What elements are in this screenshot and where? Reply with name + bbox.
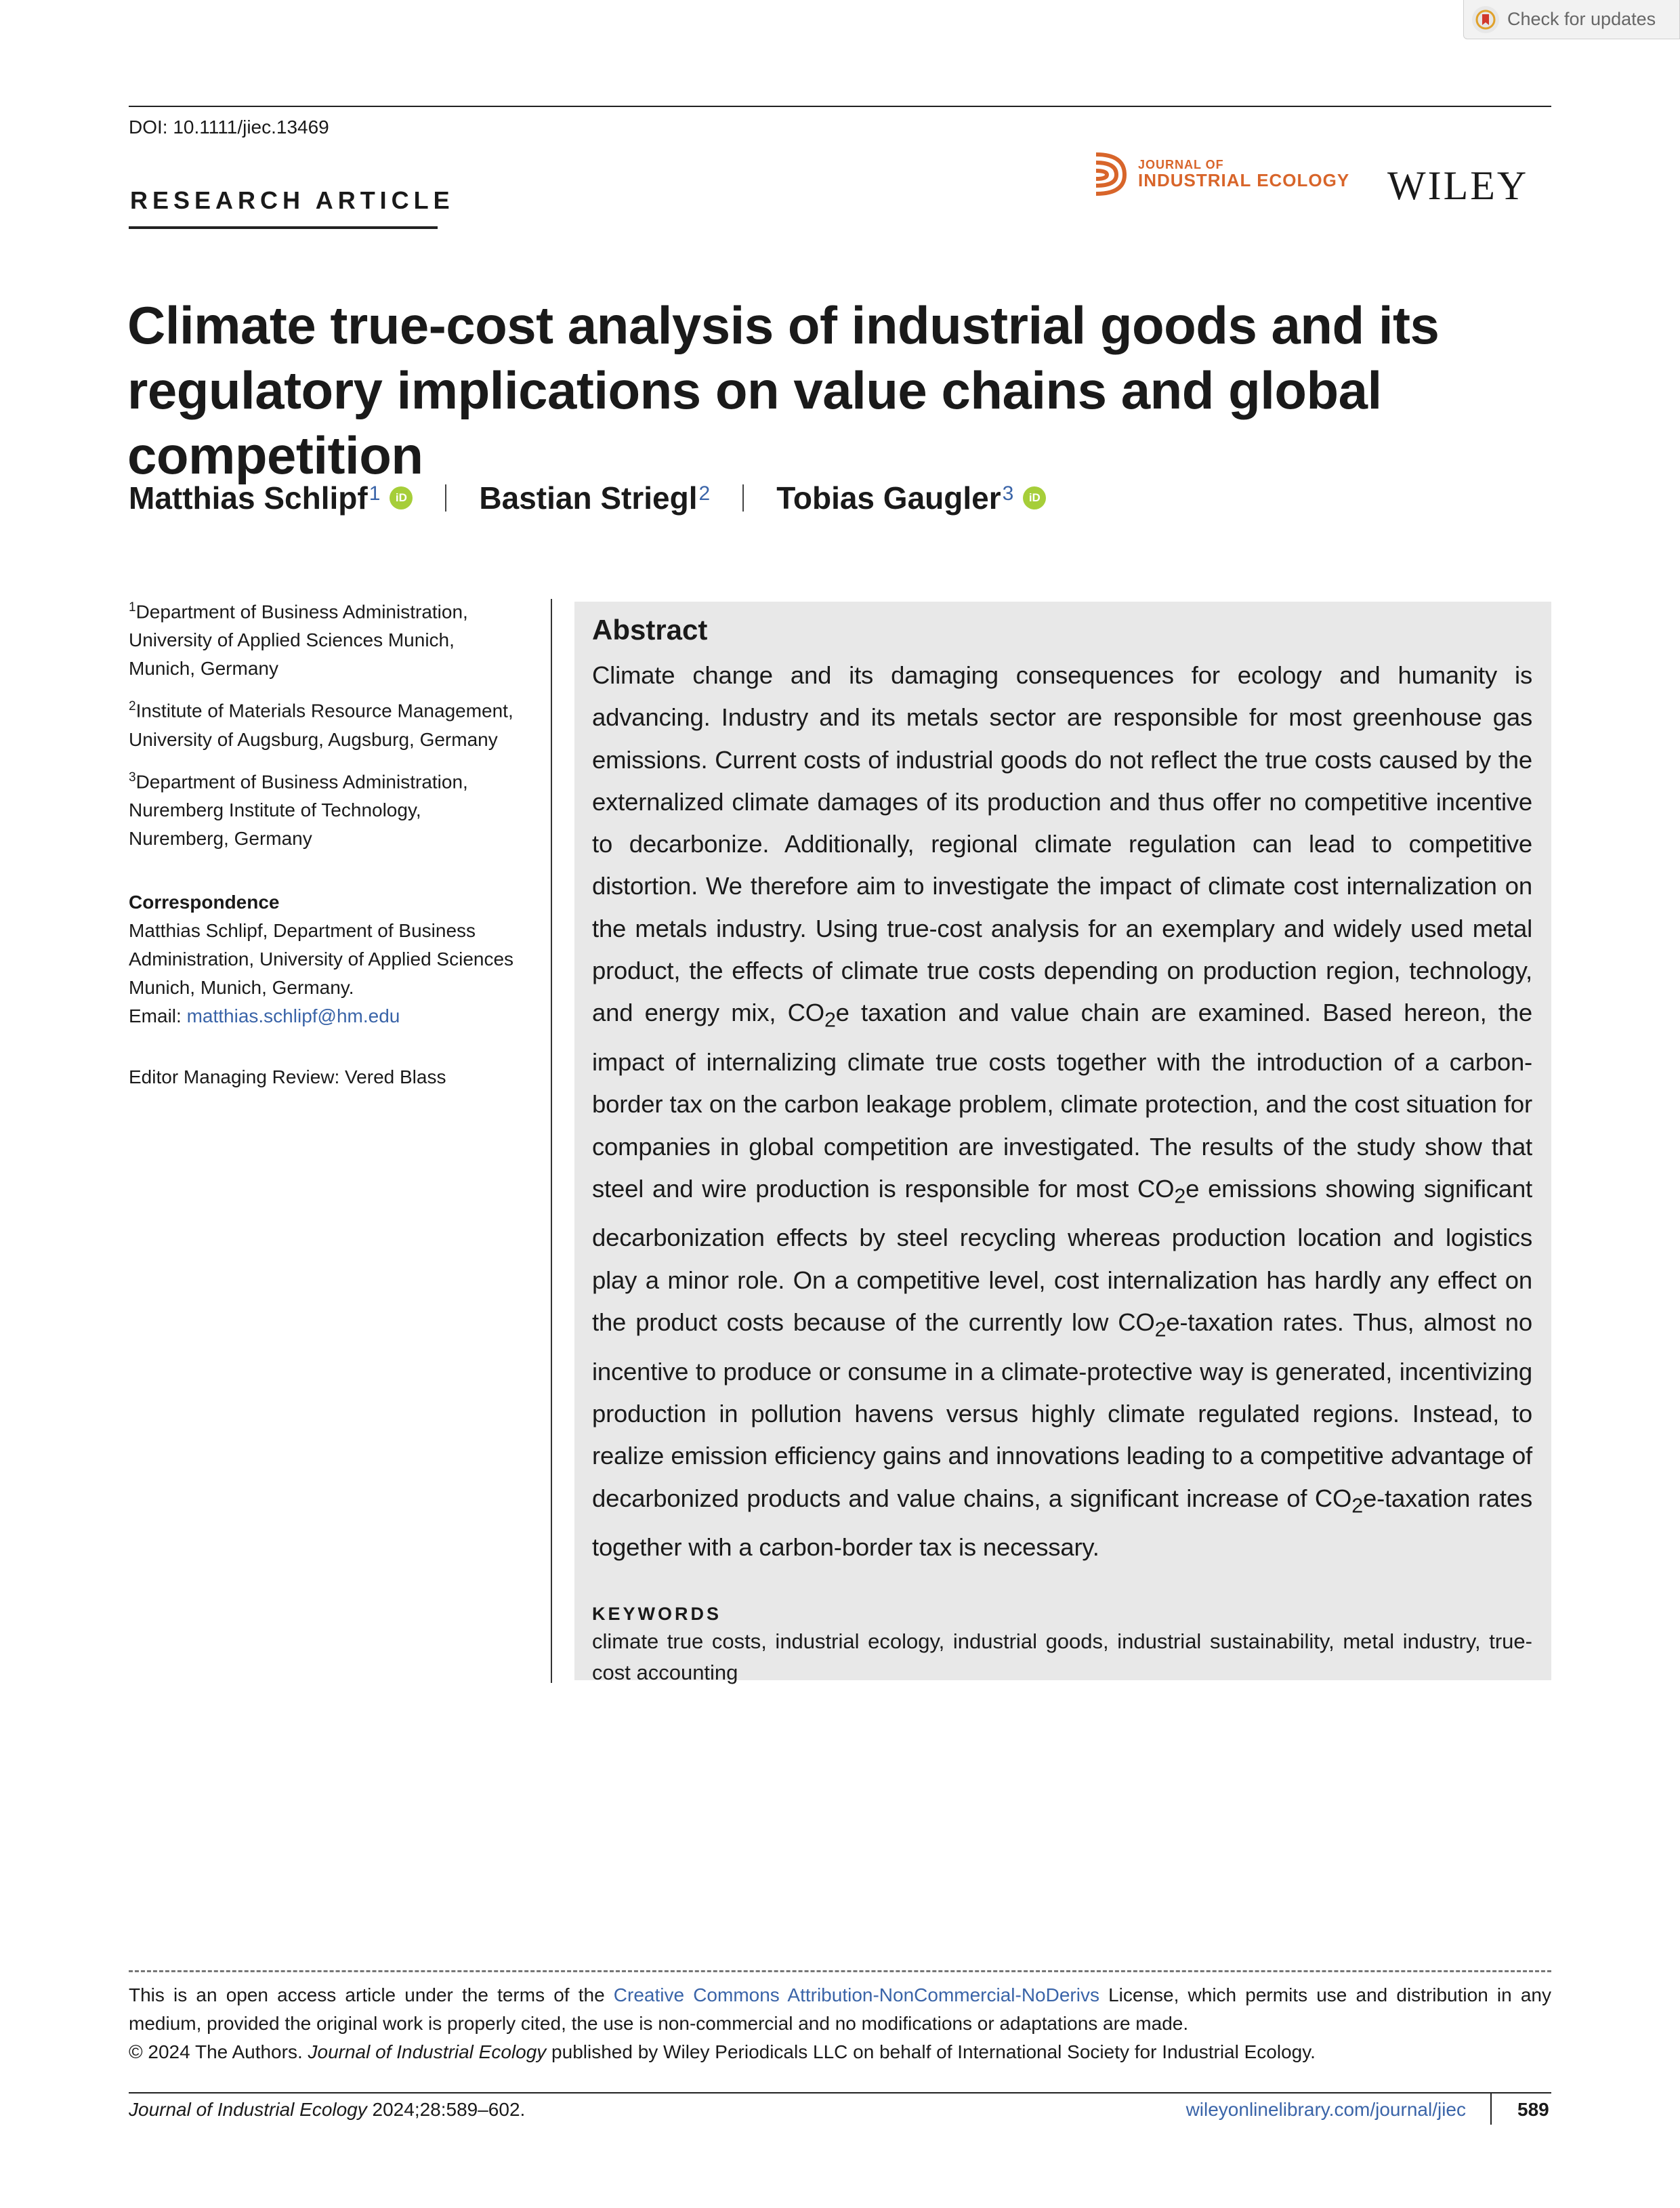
footer-rule — [129, 2092, 1551, 2094]
copyright-text — [129, 2038, 1551, 2066]
subscript: 2 — [1351, 1493, 1363, 1517]
license-text — [129, 1981, 1551, 2038]
wiley-logo: WILEY — [1387, 163, 1529, 208]
citation-volume: 2024;28:589–602. — [366, 2099, 526, 2120]
footnote-divider — [129, 1970, 1551, 1972]
author — [776, 480, 1046, 516]
bookmark-icon — [1472, 6, 1499, 33]
affiliation-line: Department of Business Administration, — [135, 770, 468, 792]
author-name[interactable]: Bastian Striegl — [479, 480, 698, 516]
abstract-segment: Climate change and its damaging consequences for ecology and humanity is advancing. Industry and its metals sector are responsible for most greenhouse gas emissions. Current costs of industrial goods do not reflect the true costs caused by the externalized climate damages of its production and thus offer no competitive incentive to decarbonize. Additionally, regional climate regulation can lead to competitive distortion. We therefore aim to investigate the impact of climate cost internalization on the metals industry. Using true-cost analysis for an exemplary and widely used metal product, the effects of climate true costs depending on production region, technology, and energy mix, CO — [592, 661, 1532, 1027]
keywords-heading: KEYWORDS — [592, 1604, 722, 1625]
affiliation — [129, 593, 542, 683]
journal-logo — [1092, 150, 1349, 198]
correspondence — [129, 888, 542, 1030]
check-for-updates-label: Check for updates — [1507, 9, 1656, 29]
affiliation — [129, 764, 542, 853]
header-rule — [129, 106, 1551, 107]
keywords-text: climate true costs, industrial ecology, industrial goods, industrial sustainability, metal industry, true-cost accounting — [592, 1629, 1532, 1685]
license-link[interactable]: Creative Commons Attribution-NonCommercial-NoDerivs — [613, 1984, 1099, 2005]
journal-logo-line2: INDUSTRIAL ECOLOGY — [1138, 169, 1350, 190]
affiliation-line: Institute of Materials Resource Management, — [135, 700, 513, 722]
author-separator — [445, 484, 446, 512]
license-note — [129, 1981, 1551, 2066]
author-affiliation-mark[interactable]: 2 — [698, 482, 711, 505]
author — [479, 480, 710, 516]
subscript: 2 — [1174, 1184, 1186, 1208]
author-name[interactable]: Tobias Gaugler — [776, 480, 1001, 516]
subscript: 2 — [824, 1008, 836, 1032]
affiliation-line: Department of Business Administration, — [135, 601, 468, 623]
journal-logo-line1: JOURNAL OF — [1138, 157, 1224, 171]
abstract-text — [592, 654, 1532, 1568]
page-number-separator — [1490, 2092, 1492, 2125]
orcid-icon[interactable]: iD — [390, 486, 413, 509]
affiliation-line: Nuremberg Institute of Technology, — [129, 799, 421, 820]
author — [129, 480, 413, 516]
correspondence-line: Administration, University of Applied Sciences — [129, 948, 514, 970]
doi[interactable]: DOI: 10.1111/jiec.13469 — [129, 117, 329, 138]
copyright-journal: Journal of Industrial Ecology — [308, 2041, 547, 2062]
editor-note: Editor Managing Review: Vered Blass — [129, 1066, 446, 1087]
license-suffix: License, which permits use and distribution in any medium, provided the original work is properly cited, the use is non-commercial and no modifications or adaptations are made. — [129, 1984, 1551, 2034]
column-divider — [551, 599, 552, 1683]
abstract-segment: e emissions showing significant decarbonization effects by steel recycling whereas production location and logistics play a minor role. On a competitive level, cost internalization has hardly any effect on the product costs because of the currently low CO — [592, 1174, 1532, 1337]
article-type: RESEARCH ARTICLE — [130, 186, 455, 214]
correspondence-line: Munich, Munich, Germany. — [129, 976, 354, 998]
email-label: Email: — [129, 1005, 182, 1026]
abstract-segment: e taxation and value chain are examined. Based hereon, the impact of internalizing climate true costs together with the introduction of a carbon-border tax on the carbon leakage problem, climate protection, and the cost situation for companies in global competition are investigated. The results of the study show that steel and wire production is responsible for most CO — [592, 999, 1532, 1203]
abstract-box — [574, 602, 1551, 1685]
paper-title: Climate true-cost analysis of industrial goods and its regulatory implications on value chains and global competition — [127, 295, 1440, 485]
license-prefix: This is an open access article under the terms of the — [129, 1984, 614, 2005]
journal-url-link[interactable]: wileyonlinelibrary.com/journal/jiec — [1185, 2099, 1466, 2120]
affiliation-number: 2 — [129, 699, 136, 714]
affiliation — [129, 692, 542, 753]
affiliation-line: Munich, Germany — [129, 658, 278, 680]
check-for-updates-badge[interactable] — [1463, 0, 1680, 39]
author-affiliation-mark[interactable]: 3 — [1002, 482, 1014, 505]
correspondence-email-row — [129, 1002, 542, 1030]
journal-logo-icon — [1092, 150, 1131, 198]
page-number: 589 — [1517, 2099, 1549, 2120]
journal-citation — [129, 2099, 525, 2121]
copyright-suffix: published by Wiley Periodicals LLC on behalf of International Society for Industrial Ecology. — [546, 2041, 1316, 2062]
affiliation-column — [129, 593, 542, 1091]
affiliation-line: University of Applied Sciences Munich, — [129, 629, 455, 651]
affiliation-number: 1 — [129, 600, 136, 615]
abstract-segment: e-taxation rates. Thus, almost no incentive to produce or consume in a climate-protective way is generated, incentivizing production in pollution havens versus highly climate regulated regions. Instead, to realize emission efficiency gains and innovations leading to a competitive advantage of decarbonized products and value chains, a significant increase of CO — [592, 1308, 1533, 1512]
subscript: 2 — [1154, 1318, 1167, 1341]
copyright-prefix: © 2024 The Authors. — [129, 2041, 308, 2062]
citation-journal: Journal of Industrial Ecology — [129, 2099, 367, 2120]
correspondence-line: Matthias Schlipf, Department of Business — [129, 919, 476, 941]
orcid-icon[interactable]: iD — [1023, 486, 1046, 509]
author-affiliation-mark[interactable]: 1 — [369, 482, 381, 505]
article-type-underline — [129, 226, 438, 229]
affiliation-line: University of Augsburg, Augsburg, Germany — [129, 728, 498, 750]
email-link[interactable]: matthias.schlipf@hm.edu — [186, 1005, 400, 1026]
author-separator — [742, 484, 744, 512]
abstract-heading: Abstract — [592, 614, 708, 646]
affiliation-number: 3 — [129, 770, 136, 785]
affiliation-line: Nuremberg, Germany — [129, 827, 312, 849]
abstract-segment: e-taxation rates together with a carbon-border tax is necessary. — [592, 1484, 1532, 1562]
correspondence-heading: Correspondence — [129, 891, 280, 913]
author-name[interactable]: Matthias Schlipf — [129, 480, 368, 516]
author-list — [129, 480, 1046, 516]
